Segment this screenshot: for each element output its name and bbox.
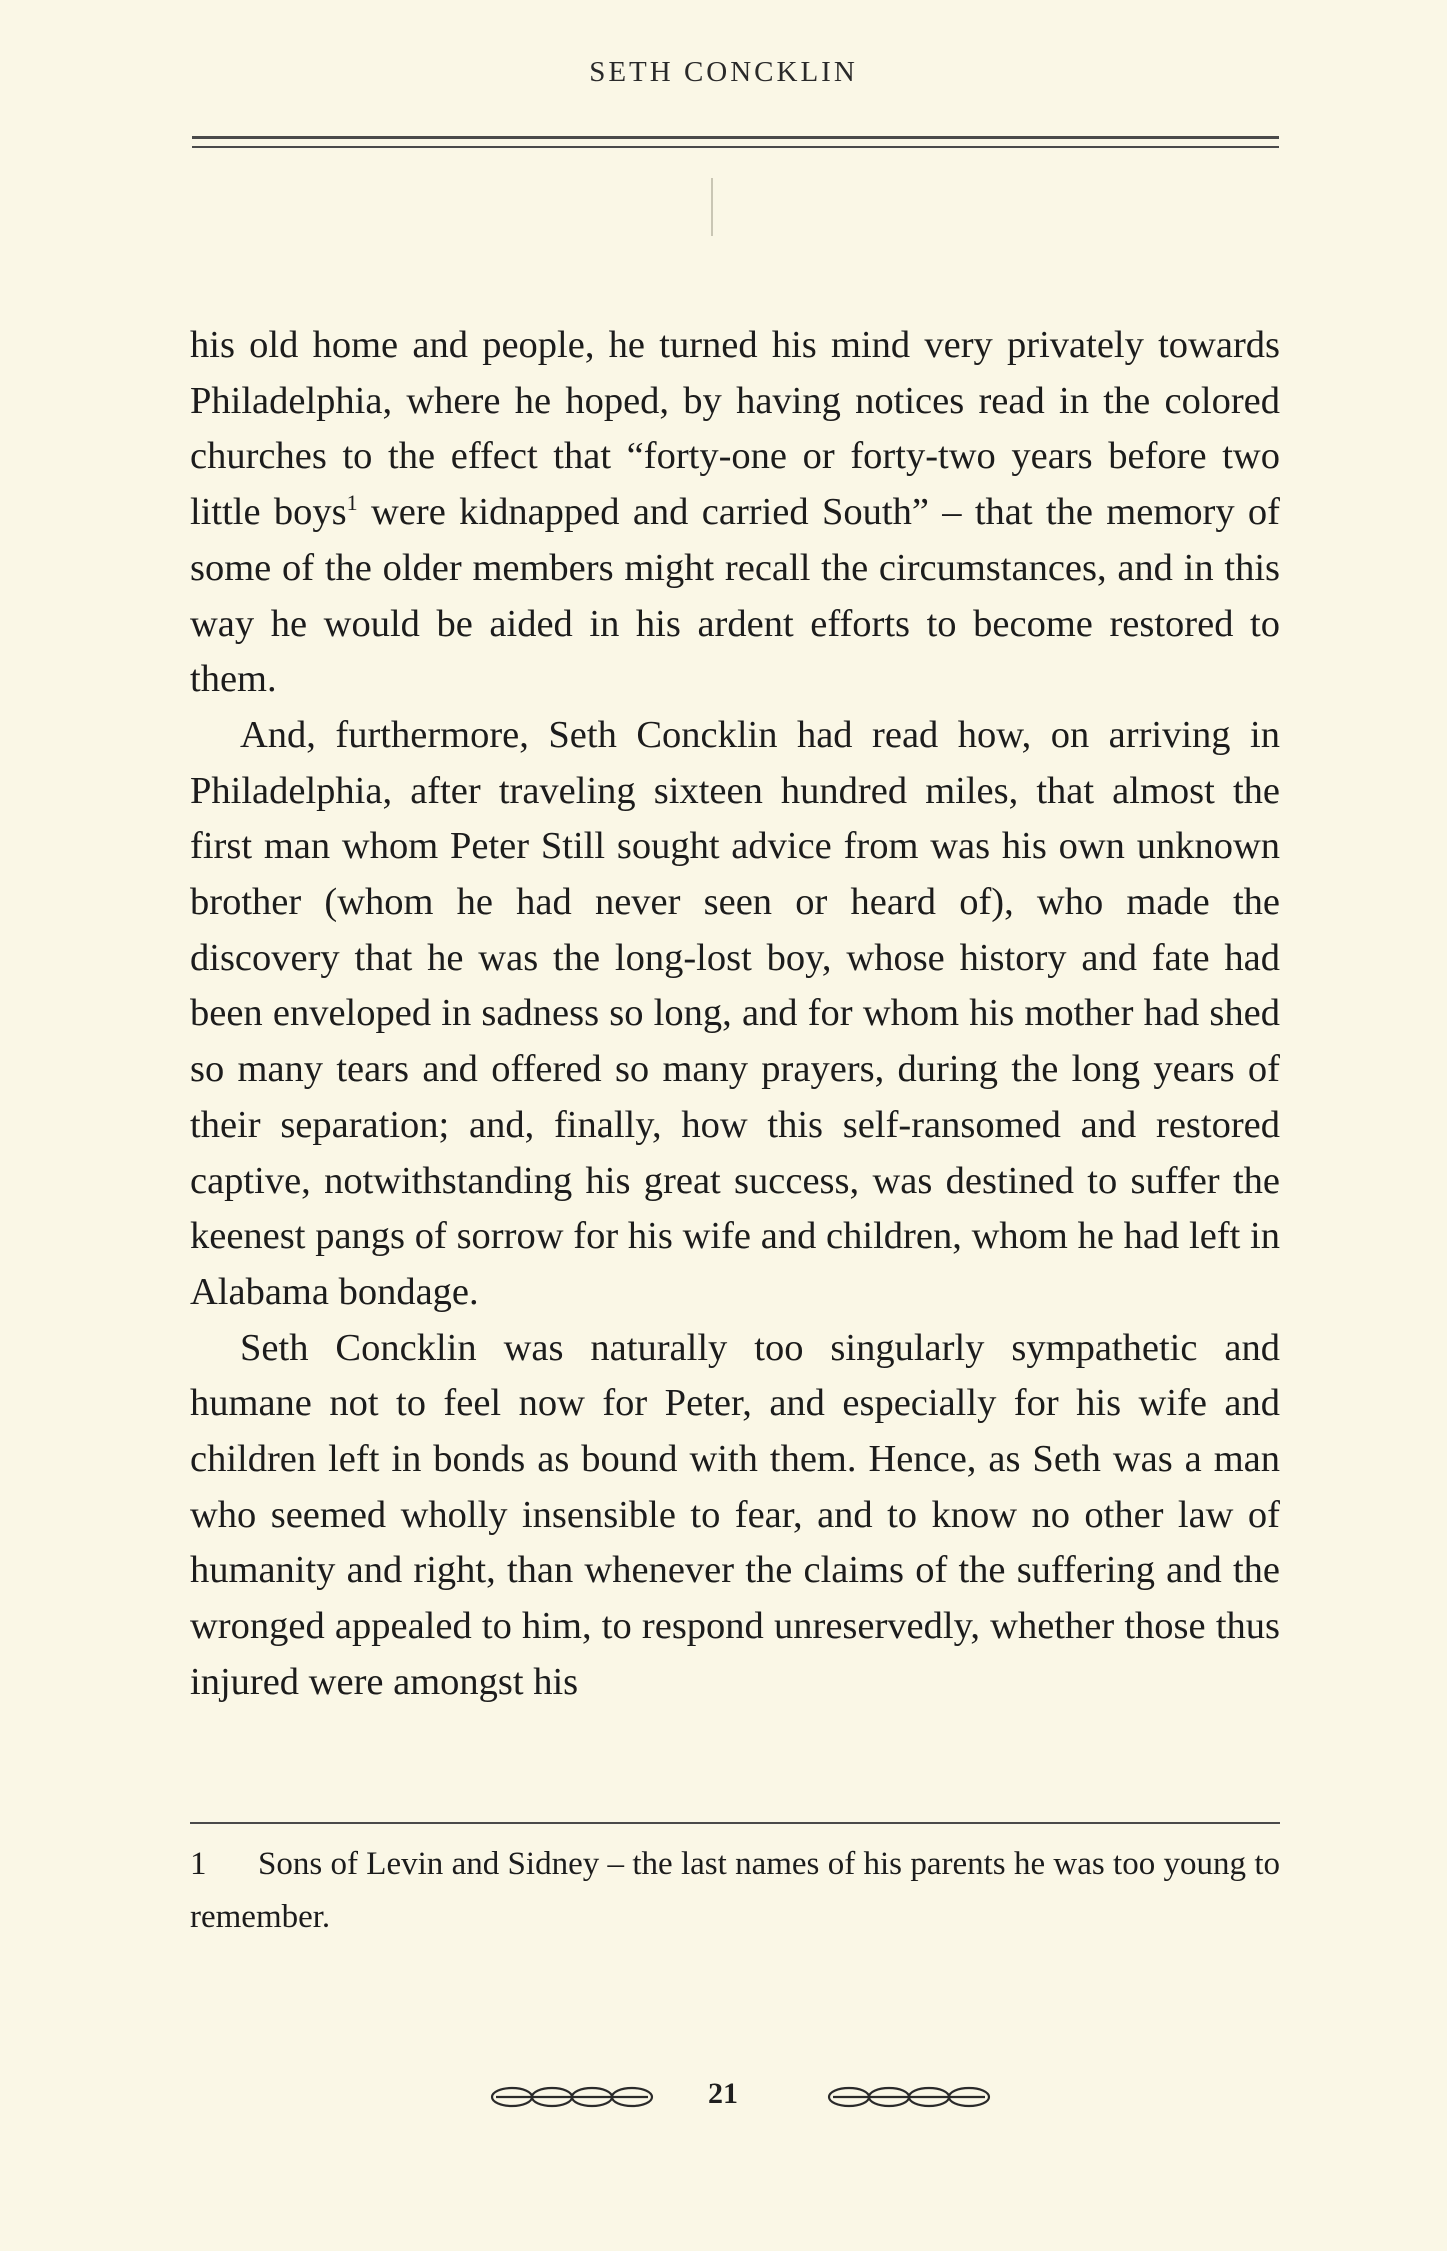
header-rule-secondary bbox=[192, 146, 1279, 148]
paragraph-text: his old home and people, he turned his mind very privately towards Philadelphia, where he hoped, by having notices read in the colored churches to the effect that “forty-one or forty-two years before two little boys bbox=[190, 324, 1280, 534]
paragraph-text: were kidnapped and carried South” – that the memory of some of the older members might recall the circumstances, and in this way he would be aided in his ardent efforts to become restored to them. bbox=[190, 491, 1281, 701]
page-footer bbox=[0, 2077, 1447, 2117]
margin-mark bbox=[711, 178, 713, 236]
body-text bbox=[190, 318, 1280, 1711]
page-number: 21 bbox=[708, 2077, 738, 2110]
header-rule bbox=[192, 136, 1279, 139]
chain-ornament-icon bbox=[827, 2083, 992, 2111]
paragraph-continued bbox=[190, 318, 1280, 708]
chain-ornament-icon bbox=[490, 2083, 655, 2111]
footnote-text: Sons of Levin and Sidney – the last names of his parents he was too young to remember. bbox=[190, 1846, 1280, 1935]
running-head: SETH CONCKLIN bbox=[589, 56, 858, 88]
footnote bbox=[190, 1838, 1280, 1944]
footnote-reference: 1 bbox=[346, 490, 358, 516]
footnote-rule bbox=[190, 1822, 1280, 1824]
footnote-number: 1 bbox=[190, 1846, 207, 1882]
paragraph: And, furthermore, Seth Concklin had read how, on arriving in Philadelphia, after traveling sixteen hundred miles, that almost the first man whom Peter Still sought advice from was his own unknown brother (whom he had never seen or heard of), who made the discovery that he was the long-lost boy, whose history and fate had been enveloped in sadness so long, and for whom his mother had shed so many tears and offered so many prayers, during the long years of their separation; and, finally, how this self-ransomed and restored captive, notwithstanding his great success, was destined to suffer the keenest pangs of sorrow for his wife and children, whom he had left in Alabama bondage. bbox=[190, 713, 1280, 1313]
paragraph: Seth Concklin was naturally too singularly sympathetic and humane not to feel now for Peter, and especially for his wife and children left in bonds as bound with them. Hence, as Seth was a man who seemed wholly insensible to fear, and to know no other law of humanity and right, than whenever the claims of the suffering and the wronged appealed to him, to respond unreservedly, whether those thus injured were amongst his bbox=[190, 1326, 1280, 1703]
